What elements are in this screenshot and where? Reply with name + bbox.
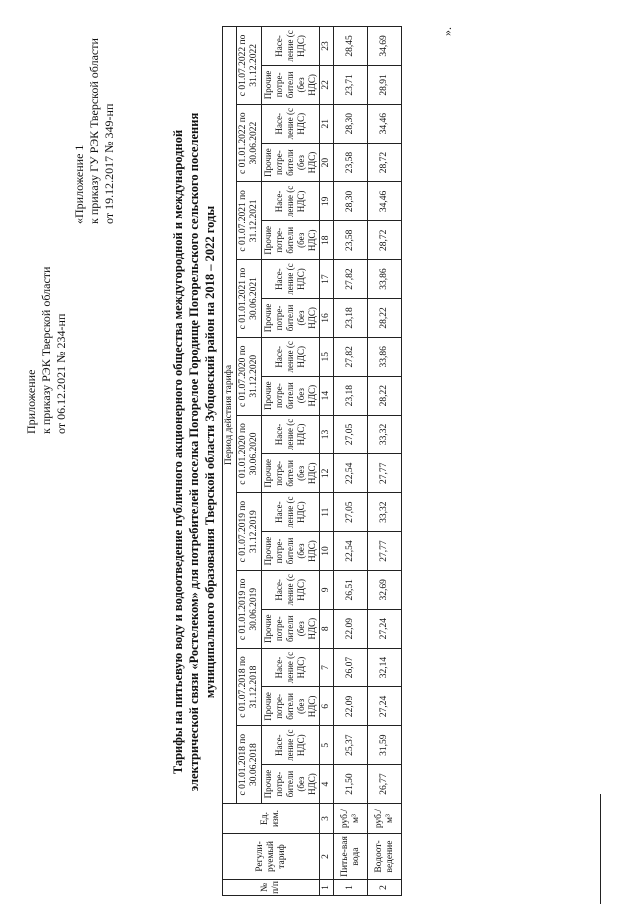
sub-pop: Насе-ление (с НДС) [262, 726, 320, 765]
column-number-row [320, 27, 334, 896]
title-line2: электрической связи «Ростелеком» для потребителей поселка Погорелое Городище Погорельского сельского поселения [187, 112, 201, 792]
period-10: с 01.07.2022 по 31.12.2022 [237, 27, 262, 105]
closing-quote-mark: ». [440, 27, 454, 36]
period-3: с 01.01.2019 по 30.06.2019 [237, 570, 262, 648]
colnum: 19 [320, 182, 334, 221]
sub-pop: Насе-ление (с НДС) [262, 182, 320, 221]
sub-pop: Насе-ление (с НДС) [262, 260, 320, 299]
header-top-line3: от 06.12.2021 № 234-нп [54, 313, 68, 434]
sub-pop: Насе-ление (с НДС) [262, 493, 320, 532]
sub-other: Прочие потре-бители (без НДС) [262, 65, 320, 104]
colnum: 6 [320, 687, 334, 726]
colnum: 16 [320, 299, 334, 338]
header-right-line3: от 19.12.2017 № 349-нп [102, 103, 116, 224]
sub-other: Прочие потре-бители (без НДС) [262, 532, 320, 571]
value-cell: 27,24 [368, 609, 402, 648]
header-num: № п/п [223, 880, 320, 896]
colnum: 14 [320, 376, 334, 415]
value-cell: 26,77 [368, 765, 402, 804]
value-cell: 22,09 [334, 687, 368, 726]
value-cell: 28,22 [368, 299, 402, 338]
value-cell: 27,77 [368, 532, 402, 571]
value-cell: 32,14 [368, 648, 402, 687]
colnum: 8 [320, 609, 334, 648]
value-cell: 26,07 [334, 648, 368, 687]
value-cell: 22,54 [334, 454, 368, 493]
title-line3: муниципального образования Тверской области Зубцовский район на 2018 – 2022 годы [203, 205, 217, 699]
value-cell: 27,05 [334, 415, 368, 454]
sub-pop: Насе-ление (с НДС) [262, 570, 320, 609]
colnum: 23 [320, 27, 334, 66]
title-line1: Тарифы на питьевую воду и водоотведение публичного акционерного общества междугородной и международной [171, 129, 185, 775]
header-top-line2: к приказу РЭК Тверской области [39, 266, 53, 434]
period-1: с 01.01.2018 по 30.06.2018 [237, 726, 262, 804]
sub-pop: Насе-ление (с НДС) [262, 648, 320, 687]
period-2: с 01.07.2018 по 31.12.2018 [237, 648, 262, 726]
value-cell: 34,46 [368, 104, 402, 143]
value-cell: 28,72 [368, 143, 402, 182]
sub-other: Прочие потре-бители (без НДС) [262, 609, 320, 648]
document-title [170, 0, 218, 904]
value-cell: 32,69 [368, 570, 402, 609]
value-cell: 33,32 [368, 493, 402, 532]
value-cell: 23,58 [334, 221, 368, 260]
value-cell: 23,18 [334, 299, 368, 338]
colnum: 22 [320, 65, 334, 104]
colnum: 20 [320, 143, 334, 182]
row-name: Питье-вая вода [334, 834, 368, 880]
value-cell: 34,46 [368, 182, 402, 221]
colnum: 1 [320, 880, 334, 896]
header-right-line2: к приказу ГУ РЭК Тверской области [87, 38, 101, 224]
value-cell: 28,45 [334, 27, 368, 66]
header-right-line1: «Приложение 1 [72, 144, 86, 224]
sub-other: Прочие потре-бители (без НДС) [262, 299, 320, 338]
value-cell: 33,32 [368, 415, 402, 454]
row-unit: руб./м³ [334, 804, 368, 834]
header-top [24, 267, 69, 434]
sub-pop: Насе-ление (с НДС) [262, 337, 320, 376]
value-cell: 31,59 [368, 726, 402, 765]
row-unit: руб./м³ [368, 804, 402, 834]
table-header-row-3 [262, 27, 320, 896]
colnum: 17 [320, 260, 334, 299]
colnum: 2 [320, 834, 334, 880]
row-name: Водоот-ведение [368, 834, 402, 880]
period-6: с 01.07.2020 по 31.12.2020 [237, 337, 262, 415]
value-cell: 33,86 [368, 260, 402, 299]
value-cell: 28,30 [334, 182, 368, 221]
colnum: 5 [320, 726, 334, 765]
colnum: 7 [320, 648, 334, 687]
value-cell: 28,72 [368, 221, 402, 260]
value-cell: 26,51 [334, 570, 368, 609]
sub-pop: Насе-ление (с НДС) [262, 104, 320, 143]
page-edge-line [600, 794, 601, 904]
value-cell: 23,58 [334, 143, 368, 182]
header-top-line1: Приложение [24, 369, 38, 434]
value-cell: 27,82 [334, 260, 368, 299]
sub-other: Прочие потре-бители (без НДС) [262, 376, 320, 415]
sub-other: Прочие потре-бители (без НДС) [262, 765, 320, 804]
value-cell: 27,05 [334, 493, 368, 532]
value-cell: 23,71 [334, 65, 368, 104]
value-cell: 22,54 [334, 532, 368, 571]
value-cell: 22,09 [334, 609, 368, 648]
colnum: 21 [320, 104, 334, 143]
table-row [334, 27, 368, 896]
value-cell: 23,18 [334, 376, 368, 415]
period-9: с 01.01.2022 по 30.06.2022 [237, 104, 262, 182]
sub-other: Прочие потре-бители (без НДС) [262, 143, 320, 182]
colnum: 15 [320, 337, 334, 376]
header-period: Период действия тарифа [223, 27, 237, 804]
colnum: 4 [320, 765, 334, 804]
period-8: с 01.07.2021 по 31.12.2021 [237, 182, 262, 260]
period-4: с 01.07.2019 по 31.12.2019 [237, 493, 262, 571]
value-cell: 27,77 [368, 454, 402, 493]
colnum: 13 [320, 415, 334, 454]
value-cell: 21,50 [334, 765, 368, 804]
value-cell: 28,91 [368, 65, 402, 104]
sub-pop: Насе-ление (с НДС) [262, 27, 320, 66]
colnum: 12 [320, 454, 334, 493]
value-cell: 34,69 [368, 27, 402, 66]
colnum: 10 [320, 532, 334, 571]
value-cell: 28,22 [368, 376, 402, 415]
value-cell: 28,30 [334, 104, 368, 143]
colnum: 9 [320, 570, 334, 609]
table-header-row-1 [223, 27, 237, 896]
row-num: 2 [368, 880, 402, 896]
row-num: 1 [334, 880, 368, 896]
colnum: 18 [320, 221, 334, 260]
period-7: с 01.01.2021 по 30.06.2021 [237, 260, 262, 338]
colnum: 11 [320, 493, 334, 532]
sub-pop: Насе-ление (с НДС) [262, 415, 320, 454]
tariff-table [222, 26, 402, 896]
value-cell: 27,82 [334, 337, 368, 376]
value-cell: 33,86 [368, 337, 402, 376]
sub-other: Прочие потре-бители (без НДС) [262, 687, 320, 726]
header-right [72, 38, 117, 224]
colnum: 3 [320, 804, 334, 834]
header-unit: Ед. изм. [223, 804, 320, 834]
value-cell: 27,24 [368, 687, 402, 726]
table-row [368, 27, 402, 896]
sub-other: Прочие потре-бители (без НДС) [262, 221, 320, 260]
sub-other: Прочие потре-бители (без НДС) [262, 454, 320, 493]
table-header-row-2 [237, 27, 262, 896]
value-cell: 25,37 [334, 726, 368, 765]
period-5: с 01.01.2020 по 30.06.2020 [237, 415, 262, 493]
header-tariff: Регули-руемый тариф [223, 834, 320, 880]
